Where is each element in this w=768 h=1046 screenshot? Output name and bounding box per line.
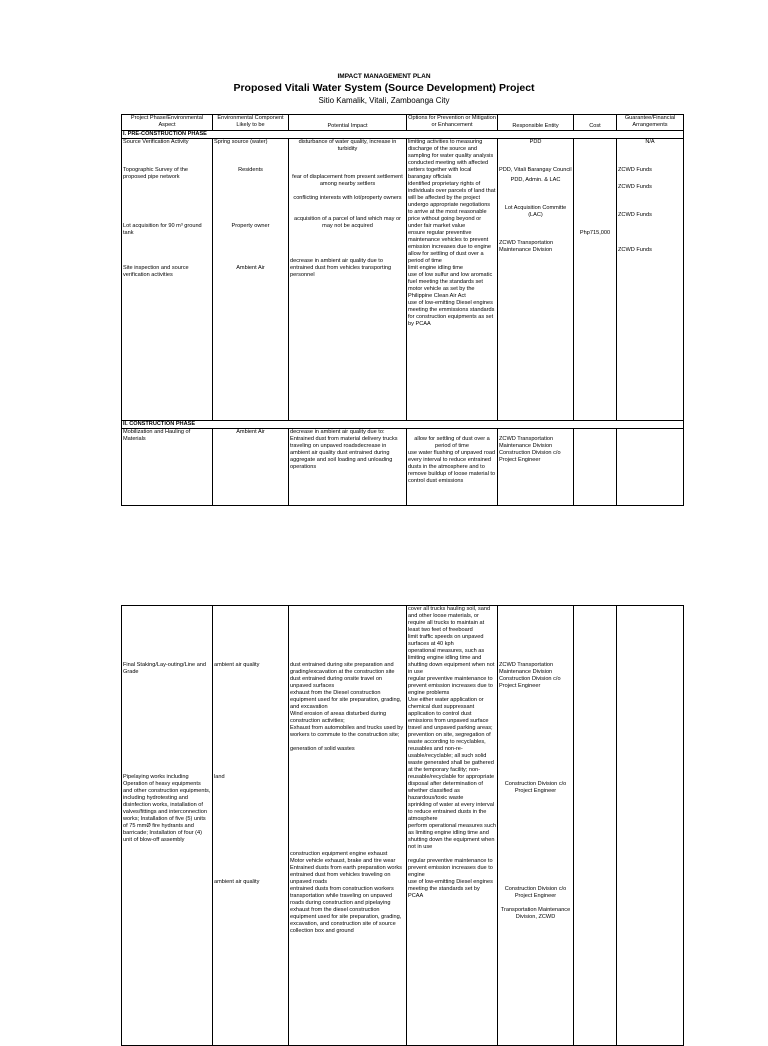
guarantee-cell [617,139,684,421]
component-cell: Ambient Air [213,429,289,506]
table-row [122,606,684,1046]
guarantee-text: ZCWD Funds [618,167,652,173]
phase-row [122,131,684,139]
component-text: Residents [238,167,263,173]
component-cell [213,139,289,421]
entity-text: PDD, Admin. & LAC [510,177,561,183]
document-subtitle: Sitio Kamalik, Vitali, Zamboanga City [318,96,450,105]
impact-text: construction equipment engine exhaust Motor vehicle exhaust, brake and tire wear Entrained dusts from earth preparation works entrained dust from vehicles traveling on unpaved roads entrained dusts from construction workers transportation while traveling on unpaved roads during construction and pipelaying exhaust from the diesel construction equipment used for site preparation, grading, excavation, and construction site of source collection box and ground [290,851,402,934]
mitigation-cell [407,429,498,506]
component-text: Ambient Air [236,265,265,271]
entity-text: ZCWD Transportation Maintenance Division Construction Division c/o Project Engineer [499,436,561,463]
col-header: Guarantee/Financial Arrangements [617,115,684,131]
guarantee-text: ZCWD Funds [618,212,652,218]
entity-text: Construction Division c/o Project Engineer [504,781,567,794]
entity-text: ZCWD Transportation Maintenance Division [499,240,554,253]
entity-text: Lot Acquisition Committe (LAC) [504,205,567,218]
phase-label: II. CONSTRUCTION PHASE [122,421,684,429]
entity-text: ZCWD Transportation Maintenance Division Construction Division c/o Project Engineer [499,662,561,689]
mitigation-text: conducted meeting with affected setters together with local barangay officials [408,160,489,180]
plan-label: IMPACT MANAGEMENT PLAN [337,73,431,80]
impact-text: disturbance of water quality, increase in turbidity [298,139,397,152]
mitigation-text: regular preventive maintenance to prevent emission increases due to engine use of low-emitting Diesel engines meeting the standards set by PCAA [408,858,493,899]
impact-table-page1 [121,114,684,506]
entity-text: Construction Division c/o Project Engineer [504,886,567,899]
entity-text: PDD, Vitali Barangay Council [499,167,572,173]
impact-text: dust entrained during site preparation and grading/excavation at the construction site dust entrained during onsite travel on unpaved surfaces exhaust from the Diesel construction equipment used for site preparation, grading, and excavation Wind erosion of areas disturbed during construction activities; Exhaust from automobiles and trucks used by workers to commute to the construction site; [290,662,404,738]
table-row [122,139,684,421]
phase-row [122,421,684,429]
impact-cell [289,606,407,1046]
col-header: Responsible Entity [498,115,574,131]
mitigation-text: operational measures, such as limiting engine idling time and shutting down equipment when not in use regular preventive maintenance to prevent emission increases due to engine problems Use either water application or chemical dust suppressant application to control dust emissions from unpaved surface travel and unpaved parking areas; [408,648,495,731]
mitigation-text: ensure regular preventive maintenance vehicles to prevent emission increases due to engine allow for settling of dust over a period of time limit engine idling time use of low sulfur and low aromatic fuel meeting the standards set motor vehicle as set by the Philippine Clean Air Act use of low-emitting Diesel engines meeting the emmissions standards for construction equipments as set by PCAA [408,230,495,327]
cost-text: Php715,000 [579,230,611,236]
guarantee-text: N/A [645,139,655,145]
cost-cell [574,606,617,1046]
mitigation-text: allow for settling of dust over a period of time [414,436,490,449]
impact-text: conflicting interests with lot/property owners [293,195,402,201]
mitigation-text: undergo appropriate negotiations to arrive at the most reasonable price without going beyond or under fair market value [408,202,491,229]
guarantee-cell [617,429,684,506]
mitigation-text: limiting activities to measuring discharge of the source and sampling for water quality analysis [408,139,494,159]
mitigation-text: identified proprietary rights of individuals over parcels of land that will be affected by the project [408,181,496,201]
document-title: Proposed Vitali Water System (Source Development) Project [233,82,535,94]
impact-text: decrease in ambient air quality due to entrained dust from vehicles transporting personnel [290,258,392,278]
guarantee-text: ZCWD Funds [618,247,652,253]
mitigation-text: prevention on site, segregation of waste according to recyclables, reusables and non-re-usable/recyclable; all such solid waste generated shall be gathered at the temporary facility; non-reusable/recyclable for appropriate disposal after determination of whether classified as hazardous/toxic waste [408,732,495,801]
header-row [122,115,684,131]
impact-text: generation of solid wastes [290,746,355,752]
mitigation-cell [407,139,498,421]
component-text: ambient air quality [214,879,260,885]
component-text: ambient air quality [214,662,260,668]
phase-label: I. PRE-CONSTRUCTION PHASE [122,131,684,139]
component-text: Property owner [231,223,270,229]
aspect-cell: Mobilization and Hauling of Materials [122,429,213,506]
guarantee-text: ZCWD Funds [618,184,652,190]
guarantee-cell [617,606,684,1046]
aspect-text: Final Staking/Lay-outing/Line and Grade [123,662,207,675]
aspect-cell [122,606,213,1046]
component-cell [213,606,289,1046]
aspect-text: Lot acquisition for 90 m³ ground tank [123,223,202,236]
cost-cell [574,139,617,421]
mitigation-text: use water flushing of unpaved road every interval to reduce entrained dusts in the atmosphere and to remove buildup of loose material to control dust emissions [408,450,496,484]
impact-cell: decrease in ambient air quality due to: Entrained dust from material delivery trucks traveling on unpaved roadsdecrease in ambient air quality dust entrained during aggregate and soil loading and unloading operations [289,429,407,506]
aspect-text: Site inspection and source verification activities [123,265,189,278]
component-text: land [214,774,225,780]
aspect-text: Pipelaying works including Operation of heavy equipments and other construction equipments, including hydrotesting and disinfection works, installation of valves/fittings and interconnection works; Installation of five (5) units of 75 mmØ fire hydrants and barricade; Installation of four (4) unit of blow-off assembly [123,774,211,843]
mitigation-text: cover all trucks hauling soil, sand and other loose materials, or require all trucks to maintain at least two feet of freeboard limit traffic speeds on unpaved surfaces at 40 kph [408,606,491,647]
mitigation-cell [407,606,498,1046]
impact-table-page2 [121,605,684,1046]
aspect-cell [122,139,213,421]
col-header: Potential Impact [289,115,407,131]
col-header: Project Phase/Environmental Aspect [122,115,213,131]
aspect-text: Topographic Survey of the proposed pipe network [123,167,188,180]
aspect-text: Source Verification Activity [123,139,189,145]
impact-text: fear of displacement from present settlement among nearby settlers [292,174,403,187]
mitigation-text: sprinkling of water at every interval to reduce entrained dusts in the atmosphere perform operational measures such as limiting engine idling time and shutting down the equipment when not in use [408,802,496,850]
entity-cell [498,139,574,421]
entity-text: Transportation Maintenance Division, ZCWD [500,907,571,920]
col-header: Cost [574,115,617,131]
col-header: Options for Prevention or Mitigation or Enhancement [407,115,498,131]
col-header: Environmental Component Likely to be [213,115,289,131]
impact-cell [289,139,407,421]
component-text: Spring source (water) [214,139,268,145]
entity-cell [498,429,574,506]
table-row [122,429,684,506]
entity-cell [498,606,574,1046]
entity-text: PDD [529,139,542,145]
impact-text: acquisition of a parcel of land which may or may not be acquired [294,216,401,229]
cost-cell [574,429,617,506]
